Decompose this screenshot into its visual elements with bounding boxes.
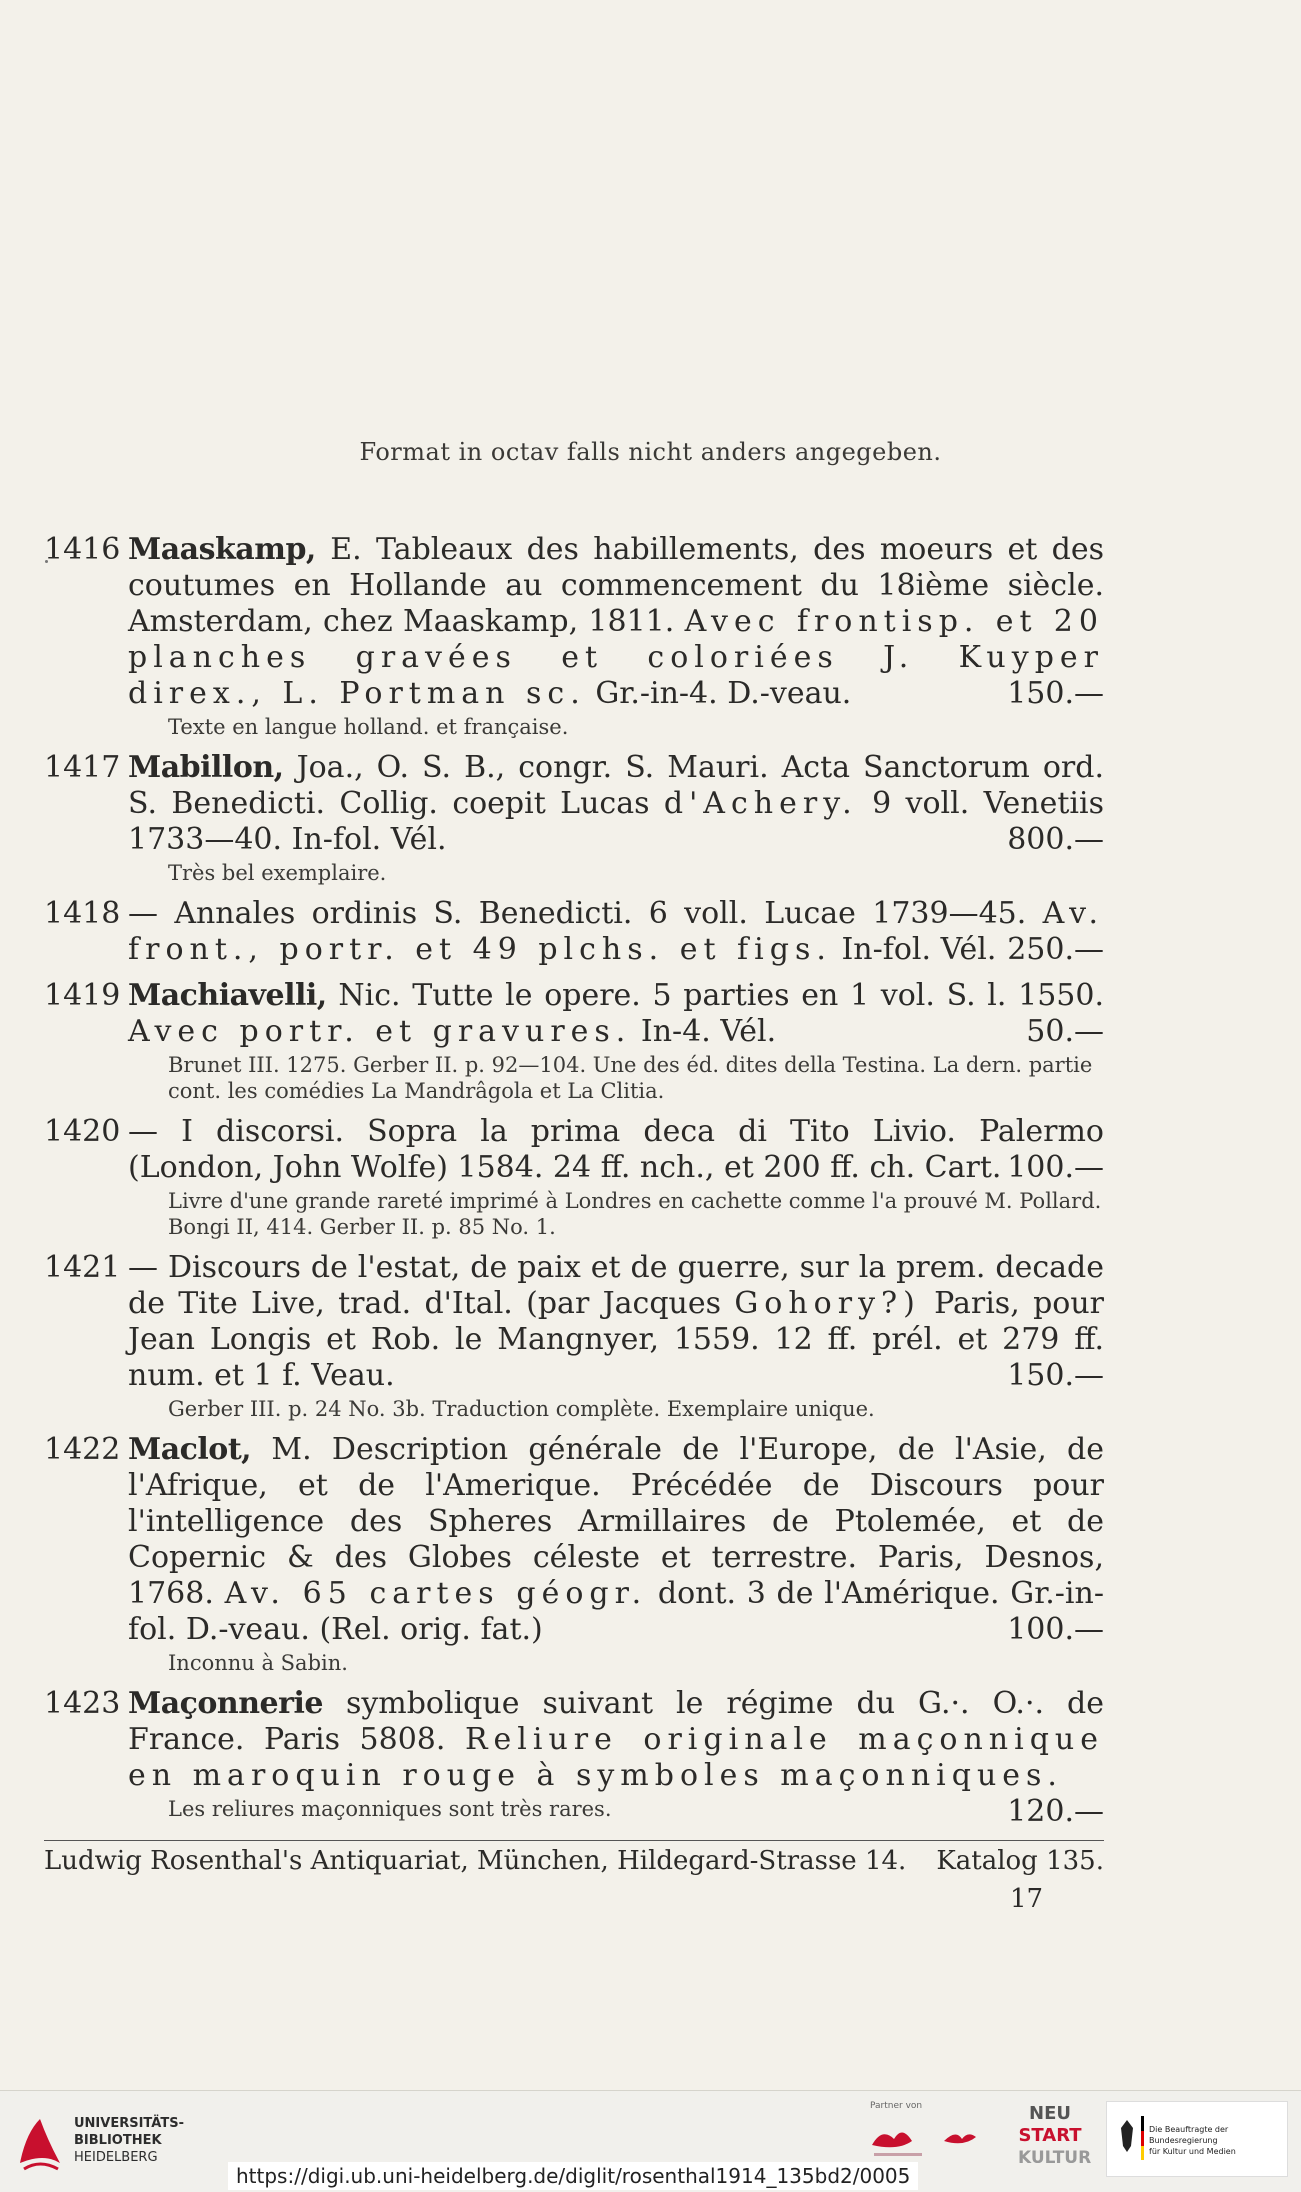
catalog-entry [44, 750, 1104, 886]
entry-author: Maaskamp, [128, 532, 316, 567]
entry-note: Texte en langue holland. et française. [168, 715, 569, 739]
entry-text-continued: 9 voll. Venetiis 1733—40. In-fol. Vél. [128, 786, 1105, 857]
flag-stripe [1141, 2116, 1144, 2160]
entry-number: 1419 [44, 978, 121, 1013]
partner-bird-icon [940, 2125, 980, 2155]
publisher-address: Ludwig Rosenthal's Antiquariat, München, Hildegard-Strasse 14. [44, 1846, 907, 1876]
entry-note: Gerber III. p. 24 No. 3b. Traduction complète. Exemplaire unique. [168, 1397, 875, 1421]
entry-description [128, 532, 1104, 712]
catalog-entries [44, 532, 1104, 1832]
entry-text-continued: In-fol. Vél. [831, 932, 997, 967]
catalog-entry [44, 1686, 1104, 1829]
page-number: 17 [1010, 1884, 1044, 1914]
catalog-entry [44, 532, 1104, 740]
entry-price: 150.— [1007, 676, 1104, 711]
entry-text: — Discours de l'estat, de paix et de guerre, sur la prem. decade de Tite Live, trad. d'Ital. (par Jacques [128, 1250, 1104, 1321]
entry-price: 800.— [1007, 822, 1104, 857]
entry-price: 250.— [1007, 932, 1104, 967]
format-note: Format in octav falls nicht anders angegeben. [359, 438, 942, 466]
entry-text: — Annales ordinis S. Benedicti. 6 voll. Lucae 1739—45. [128, 896, 1043, 931]
entry-description [128, 896, 1104, 968]
entry-description [128, 1432, 1104, 1648]
entry-text: E. Tableaux des habillements, des moeurs et des coutumes en Hollande au commencement du 18ième siècle. Amsterdam, chez Maaskamp, 1811. [128, 532, 1104, 639]
federal-eagle-icon [1117, 2116, 1137, 2156]
entry-price: 120.— [1007, 1794, 1104, 1829]
entry-number: 1423 [44, 1686, 121, 1721]
entry-spaced-text: Avec frontisp. et 20 planches gravées et coloriées J. Kuyper direx., L. Portman sc. [128, 604, 1104, 711]
entry-price: 100.— [1007, 1612, 1104, 1647]
entry-text-continued: Gr.-in-4. D.-veau. [585, 676, 852, 711]
entry-number: 1418 [44, 896, 121, 931]
entry-text: Nic. Tutte le opere. 5 parties en 1 vol. S. l. 1550. [326, 978, 1104, 1013]
permalink-url[interactable]: https://digi.ub.uni-heidelberg.de/diglit/rosenthal1914_135bd2/0005 [228, 2162, 918, 2190]
entry-note: Les reliures maçonniques sont très rares. [168, 1797, 612, 1821]
entry-number: 1421 [44, 1250, 121, 1285]
catalog-entry [44, 1250, 1104, 1422]
entry-spaced-text: Gohory?) [734, 1286, 921, 1321]
footer-divider [44, 1840, 1104, 1841]
entry-note: Brunet III. 1275. Gerber II. p. 92—104. Une des éd. dites della Testina. La dern. partie cont. les comédies La Mandrâgola et La Clitia. [168, 1053, 1093, 1103]
entry-spaced-text: Av. front., portr. et 49 plchs. et figs. [128, 896, 1104, 967]
entry-price: 150.— [1007, 1358, 1104, 1393]
entry-number: 1420 [44, 1114, 121, 1149]
partner-label: Partner von [870, 2101, 923, 2111]
entry-text: Joa., O. S. B., congr. S. Mauri. Acta Sanctorum ord. S. Benedicti. Collig. coepit Lucas [128, 750, 1104, 821]
entry-author: Maçonnerie [128, 1686, 323, 1721]
entry-author: Maclot, [128, 1432, 252, 1467]
entry-text: M. Description générale de l'Europe, de l'Asie, de l'Afrique, et de l'Amerique. Précédée de Discours pour l'intelligence des Spheres Armillaires de Ptolemée, et de Copernic & des Globes céleste et terrestre. Paris, Desnos, 1768. [128, 1432, 1104, 1611]
entry-spaced-text: Avec portr. et gravures. [128, 1014, 632, 1049]
catalog-entry [44, 978, 1104, 1104]
entry-spaced-text: Reliure originale maçonnique en maroquin rouge à symboles maçonniques. [128, 1722, 1104, 1793]
entry-spaced-text: Av. 65 cartes géogr. [224, 1576, 648, 1611]
entry-number: 1422 [44, 1432, 121, 1467]
bkm-logo [1106, 2101, 1288, 2177]
entry-description [128, 750, 1104, 858]
entry-note: Très bel exemplaire. [168, 861, 387, 885]
library-name: UNIVERSITÄTS- BIBLIOTHEK HEIDELBERG [74, 2116, 184, 2165]
neustart-kultur-logo: NEU START KULTUR [1018, 2103, 1092, 2168]
university-library-logo-icon [14, 2113, 66, 2175]
catalog-entry [44, 1114, 1104, 1240]
entry-author: Machiavelli, [128, 978, 327, 1013]
entry-text-continued: dont. 3 de l'Amérique. Gr.-in-fol. D.-veau. (Rel. orig. fat.) [128, 1576, 1104, 1647]
entry-price: 100.— [1007, 1150, 1104, 1185]
entry-number: 1416 [44, 532, 121, 567]
entry-text: — I discorsi. Sopra la prima deca di Tito Livio. Palermo (London, John Wolfe) 1584. 24 ff. nch., et 200 ff. ch. Cart. [128, 1114, 1104, 1185]
entry-number: 1417 [44, 750, 121, 785]
entry-description [128, 1250, 1104, 1394]
entry-note: Inconnu à Sabin. [168, 1651, 348, 1675]
footer-line [44, 1846, 1104, 1876]
catalog-entry [44, 1432, 1104, 1676]
entry-author: Mabillon, [128, 750, 284, 785]
entry-note: Livre d'une grande rareté imprimé à Londres en cachette comme l'a prouvé M. Pollard. Bongi II, 414. Gerber II. p. 85 No. 1. [168, 1189, 1102, 1239]
bkm-text: Die Beauftragte der Bundesregierung für Kultur und Medien [1149, 2125, 1236, 2156]
entry-price: 50.— [1026, 1014, 1104, 1049]
entry-description [128, 978, 1104, 1050]
entry-spaced-text: d'Achery. [663, 786, 858, 821]
catalog-number: Katalog 135. [936, 1846, 1104, 1876]
entry-text-continued: Paris, pour Jean Longis et Rob. le Mangnyer, 1559. 12 ff. prél. et 279 ff. num. et 1 f. Veau. [128, 1286, 1104, 1393]
catalog-entry [44, 896, 1104, 968]
entry-text: symbolique suivant le régime du G.·. O.·. de France. Paris 5808. [128, 1686, 1104, 1757]
entry-description [128, 1114, 1104, 1186]
entry-text-continued: In-4. Vél. [631, 1014, 777, 1049]
ddb-logo-icon [868, 2121, 928, 2161]
